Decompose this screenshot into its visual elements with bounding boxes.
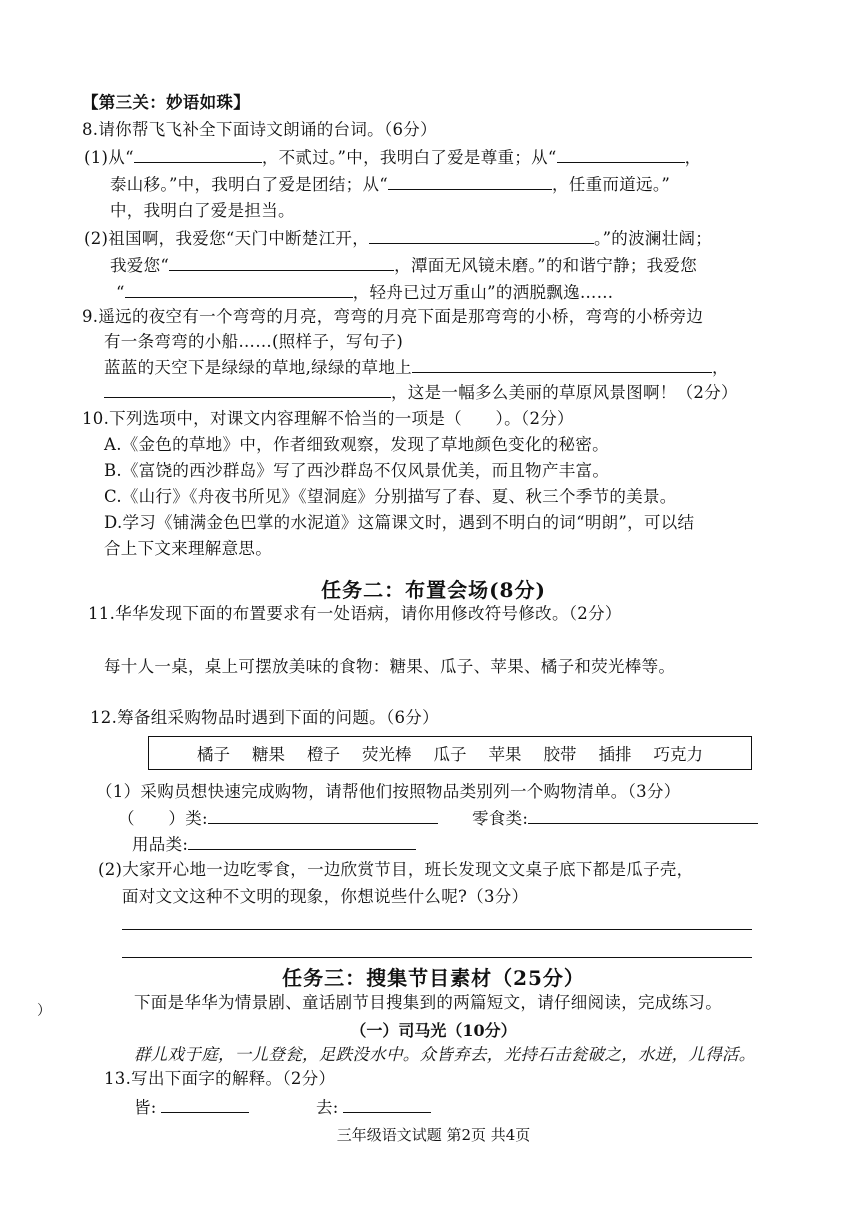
section-title: 【第三关：妙语如珠】 xyxy=(82,93,250,112)
item: 糖果 xyxy=(252,745,285,764)
question-12-part-2-cont: 面对文文这种不文明的现象，你想说些什么呢?（3分） xyxy=(122,887,529,906)
question-12-part-1: （1）采购员想快速完成购物，请帮他们按照物品类别列一个购物清单。（3分） xyxy=(96,782,681,801)
option-c: C.《山行》《舟夜书所见》《望洞庭》分别描写了春、夏、秋三个季节的美景。 xyxy=(104,487,677,506)
answer-blank[interactable] xyxy=(188,833,416,850)
answer-line[interactable] xyxy=(122,957,752,958)
answer-blank[interactable] xyxy=(134,146,262,163)
answer-blank[interactable] xyxy=(557,146,685,163)
task-3-title: 任务三：搜集节目素材（25分） xyxy=(282,966,585,990)
question-8-line-3: 中，我明白了爱是担当。 xyxy=(110,201,295,220)
question-11-stem: 11.华华发现下面的布置要求有一处语病，请你用修改符号修改。（2分） xyxy=(88,604,622,623)
item: 橙子 xyxy=(307,745,340,764)
answer-line[interactable] xyxy=(122,929,752,930)
question-8-line-1: (1)从“ ，不贰过。”中，我明白了爱是尊重；从“ ， xyxy=(84,148,702,167)
question-8-line-6: “ ，轻舟已过万重山”的洒脱飘逸…… xyxy=(116,283,614,302)
item: 巧克力 xyxy=(653,745,703,764)
question-9-stem-2: 有一条弯弯的小船……(照样子，写句子) xyxy=(104,332,404,351)
question-9-stem: 9.遥远的夜空有一个弯弯的月亮，弯弯的月亮下面是那弯弯的小桥，弯弯的小桥旁边 xyxy=(82,307,704,326)
option-a: A.《金色的草地》中，作者细致观察，发现了草地颜色变化的秘密。 xyxy=(104,435,609,454)
answer-blank[interactable] xyxy=(388,173,552,190)
question-11-sentence: 每十人一桌，桌上可摆放美味的食物：糖果、瓜子、苹果、橘子和荧光棒等。 xyxy=(104,657,676,676)
item: 荧光棒 xyxy=(362,745,412,764)
question-10-stem: 10.下列选项中，对课文内容理解不恰当的一项是（ ）。（2分） xyxy=(82,409,574,428)
item: 插排 xyxy=(598,745,632,764)
answer-blank[interactable] xyxy=(412,356,712,373)
item: 瓜子 xyxy=(433,745,467,764)
category-1: （ ）类: xyxy=(118,807,438,830)
task-3-intro: 下面是华华为情景剧、童话剧节目搜集到的两篇短文，请仔细阅读，完成练习。 xyxy=(134,993,722,1012)
answer-blank[interactable] xyxy=(369,227,594,244)
page-footer: 三年级语文试题 第2页 共4页 xyxy=(336,1126,531,1144)
answer-blank[interactable] xyxy=(169,254,394,271)
question-8-stem: 8.请你帮飞飞补全下面诗文朗诵的台词。（6分） xyxy=(82,120,437,139)
item: 橘子 xyxy=(197,745,230,764)
question-9-line-2: ，这是一幅多么美丽的草原风景图啊！（2分） xyxy=(104,381,738,404)
answer-blank[interactable] xyxy=(161,1096,249,1113)
option-d-cont: 合上下文来理解意思。 xyxy=(104,539,272,558)
question-13-stem: 13.写出下面字的解释。（2分） xyxy=(104,1069,336,1088)
question-8-line-5: 我爱您“ ，潭面无风镜未磨。”的和谐宁静；我爱您 xyxy=(110,256,698,275)
category-3: 用品类: xyxy=(132,833,416,856)
item: 胶带 xyxy=(543,745,577,764)
passage-1-title: （一）司马光（10分） xyxy=(350,1021,517,1040)
answer-blank[interactable] xyxy=(343,1096,431,1113)
word-2: 去: xyxy=(316,1096,431,1119)
answer-blank[interactable] xyxy=(528,807,758,824)
category-2: 零食类: xyxy=(472,807,758,830)
answer-blank[interactable] xyxy=(125,281,353,298)
item: 苹果 xyxy=(488,745,522,764)
question-9-line-1: 蓝蓝的天空下是绿绿的草地,绿绿的草地上 ， xyxy=(104,358,729,377)
task-2-title: 任务二：布置会场(8分) xyxy=(321,578,546,602)
question-8-line-2: 泰山移。”中，我明白了爱是团结；从“ ，任重而道远。” xyxy=(110,175,671,194)
question-12-part-2: (2)大家开心地一边吃零食，一边欣赏节目，班长发现文文桌子底下都是瓜子壳， xyxy=(98,860,694,879)
word-1: 皆: xyxy=(134,1096,249,1119)
option-d: D.学习《铺满金色巴掌的水泥道》这篇课文时，遇到不明白的词“明朗”，可以结 xyxy=(104,513,695,532)
margin-mark: ） xyxy=(37,1003,51,1019)
question-8-line-4: (2)祖国啊，我爱您“天门中断楚江开， 。”的波澜壮阔； xyxy=(84,229,713,248)
item-list-box xyxy=(148,736,752,770)
answer-blank[interactable] xyxy=(104,381,391,398)
answer-blank[interactable] xyxy=(208,807,438,824)
option-b: B.《富饶的西沙群岛》写了西沙群岛不仅风景优美，而且物产丰富。 xyxy=(104,461,610,480)
question-12-stem: 12.筹备组采购物品时遇到下面的问题。（6分） xyxy=(90,708,439,727)
passage-1-text: 群儿戏于庭，一儿登瓮，足跌没水中。众皆弃去，光持石击瓮破之，水迸，儿得活。 xyxy=(134,1045,756,1064)
